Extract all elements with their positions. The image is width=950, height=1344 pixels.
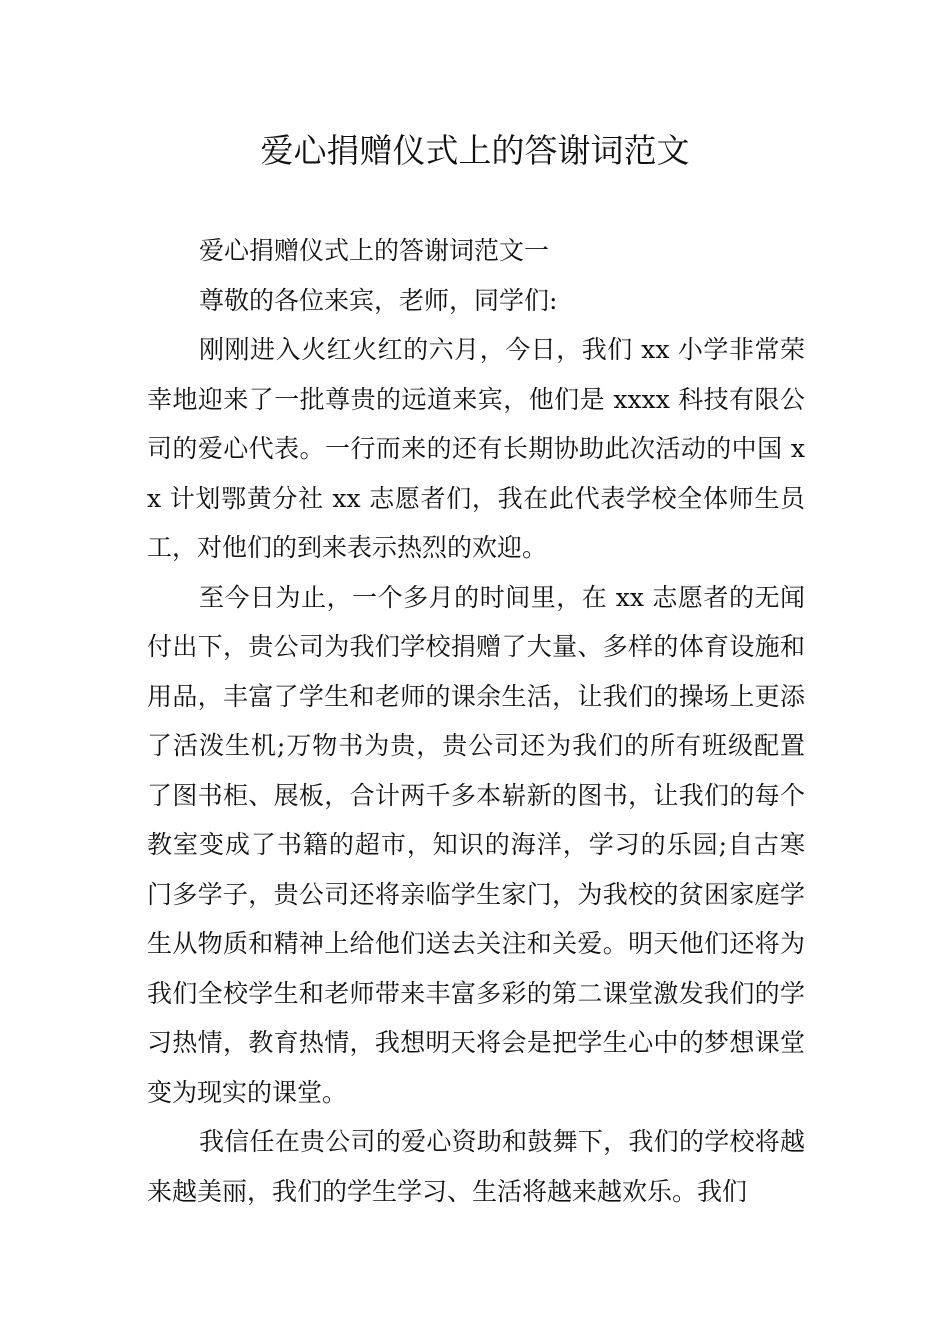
document-body	[147, 226, 805, 1216]
document-subtitle: 爱心捐赠仪式上的答谢词范文一	[199, 236, 550, 265]
paragraph-2: 至今日为止，一个多月的时间里，在 xx 志愿者的无闻付出下，贵公司为我们学校捐赠了大量、多样的体育设施和用品，丰富了学生和老师的课余生活，让我们的操场上更添了活泼生机;万物书为贵，贵公司还为我们的所有班级配置了图书柜、展板，合计两千多本崭新的图书，让我们的每个教室变成了书籍的超市，知识的海洋，学习的乐园;自古寒门多学子，贵公司还将亲临学生家门，为我校的贫困家庭学生从物质和精神上给他们送去关注和关爱。明天他们还将为我们全校学生和老师带来丰富多彩的第二课堂激发我们的学习热情，教育热情，我想明天将会是把学生心中的梦想课堂变为现实的课堂。	[147, 582, 805, 1107]
document-title: 爱心捐赠仪式上的答谢词范文	[260, 131, 690, 170]
paragraph-3: 我信任在贵公司的爱心资助和鼓舞下，我们的学校将越来越美丽，我们的学生学习、生活将越来越欢乐。我们	[147, 1127, 805, 1206]
salutation: 尊敬的各位来宾，老师，同学们:	[199, 285, 558, 315]
paragraph-1: 刚刚进入火红火红的六月，今日，我们 xx 小学非常荣幸地迎来了一批尊贵的远道来宾，他们是 xxxx 科技有限公司的爱心代表。一行而来的还有长期协助此次活动的中国 xx 计划鄂黄分社 xx 志愿者们，我在此代表学校全体师生员工，对他们的到来表示热烈的欢迎。	[147, 335, 805, 562]
